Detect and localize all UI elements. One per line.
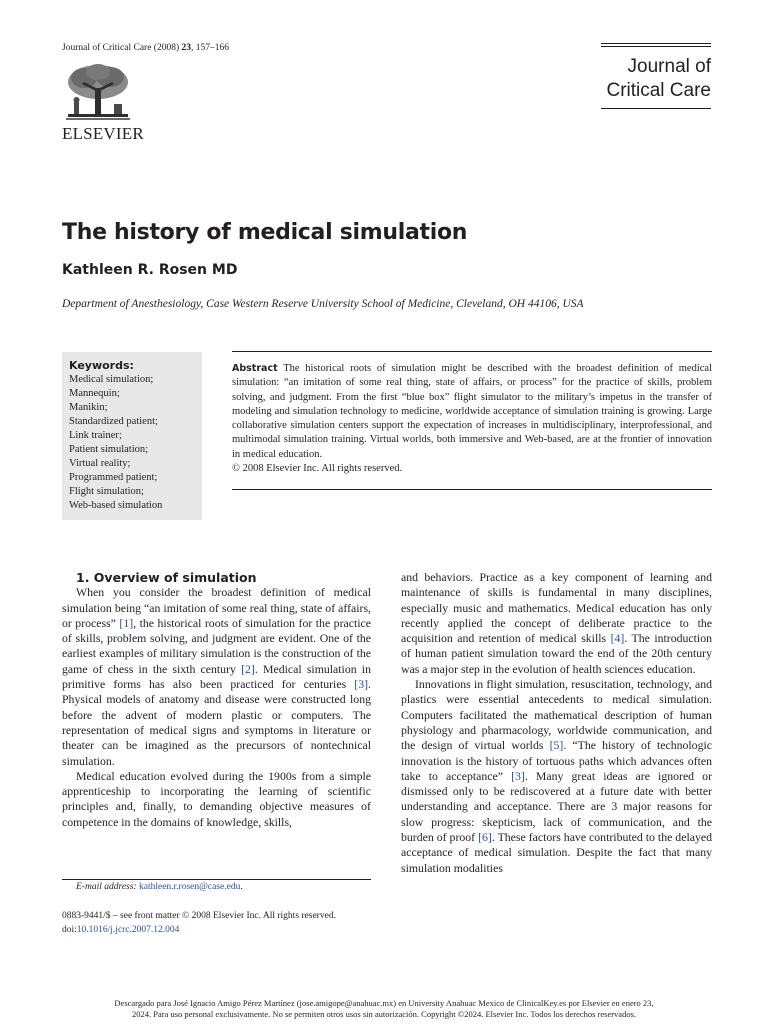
paragraph <box>62 585 371 769</box>
doi-prefix: doi: <box>62 924 77 935</box>
body-column-right <box>401 570 712 876</box>
citation-link[interactable]: [6] <box>478 830 492 845</box>
publisher-name: ELSEVIER <box>62 124 144 143</box>
abstract-text <box>232 352 712 462</box>
masthead-bottom-rule <box>601 108 711 109</box>
email-link[interactable]: kathleen.r.rosen@case.edu <box>138 882 241 892</box>
journal-ref-pages: , 157–166 <box>191 43 230 53</box>
author-affiliation: Department of Anesthesiology, Case Western Reserve University School of Medicine, Cleveland, OH 44106, USA <box>62 298 584 310</box>
doi-line <box>62 924 336 938</box>
front-matter-note <box>62 910 336 937</box>
abstract-body: The historical roots of simulation might be described with the broadest definition of medical simulation: “an imitation of some real thing, state of affairs, or process” for the practice of skills, problem solving, and judgment. From the first “blue box” flight simulator to the military’s impetus in the transfer of modeling and simulation technology to medicine, worldwide acceptance of simulation training is growing. Large collaborative simulation centers support the expectation of increases in multidisciplinary, interprofessional, and multimodal simulation training. Virtual worlds, both immersive and Web-based, are at the frontier of innovation in medical education. <box>232 363 712 460</box>
citation-link[interactable]: [3] <box>511 768 525 783</box>
masthead-rule <box>601 43 711 44</box>
download-notice-line: 2024. Para uso personal exclusivamente. No se permiten otros usos sin autorización. Copyright ©2024. Elsevier Inc. Todos los derechos reservados. <box>131 1008 637 1019</box>
keyword-item: Patient simulation; <box>69 444 149 455</box>
abstract-bottom-rule <box>232 489 712 490</box>
paragraph-text: , the historical roots of simulation for the practice of skills, problem solving, and judgment are evident. One of the earliest examples of military simulation is the construction of the game of chess in the sixth century <box>62 615 371 676</box>
keyword-item: Flight simulation; <box>69 486 144 497</box>
doi-link[interactable]: 10.1016/j.jcrc.2007.12.004 <box>76 924 180 935</box>
section-heading: 1. Overview of simulation <box>76 570 257 585</box>
keyword-item: Medical simulation; <box>69 374 154 385</box>
keyword-item: Link trainer; <box>69 430 122 441</box>
keyword-item: Mannequin; <box>69 388 120 399</box>
paragraph: Medical education evolved during the 1900s from a simple apprenticeship to incorporating the learning of scientific principles and, finally, to demanding objective measures of competence in the domains of knowledge, skills, <box>62 768 371 829</box>
keywords-heading: Keywords: <box>69 359 134 372</box>
footnote-rule <box>62 879 371 880</box>
email-label: E-mail address: <box>76 882 137 892</box>
paragraph <box>401 570 712 677</box>
paragraph-text: Innovations in flight simulation, resuscitation, technology, and plastics were essential antecedents to medical simulation. Computers facilitated the mathematical description of human physiology and pharmacology, worldwide communication, and the design of virtual worlds <box>401 677 712 753</box>
citation-link[interactable]: [3] <box>354 677 369 692</box>
journal-ref-volume: 23 <box>181 43 192 53</box>
paragraph-text: and behaviors. Practice as a key component of learning and maintenance of skills is fundamental in many disciplines, especially music and mathematics. Medical education has only recently applied the concept of deliberate practice to the acquisition and retention of medical skills <box>401 570 712 646</box>
article-author: Kathleen R. Rosen MD <box>62 262 238 278</box>
keyword-item: Web-based simulation <box>69 500 163 511</box>
paragraph-text: . These factors have contributed to the delayed acceptance of medical simulation. Despite the fact that many simulation modalities <box>401 830 712 875</box>
paragraph-text: . The introduction of human patient simulation toward the end of the 20th century was a major step in the evolution of health sciences education. <box>401 631 712 676</box>
email-suffix: . <box>240 882 243 892</box>
citation-link[interactable]: [1] <box>119 615 134 630</box>
journal-citation <box>62 43 229 53</box>
keywords-list <box>62 372 202 513</box>
paragraph-text: . Many great ideas are ignored or dismissed only to be rediscovered at a future date with better understanding and acceptance. There are 3 major reasons for slow progress: skepticism, lack of communication, and the burden of proof <box>401 768 713 845</box>
keywords-box <box>62 352 202 520</box>
keyword-item: Programmed patient; <box>69 472 158 483</box>
paragraph <box>401 677 712 876</box>
paragraph-text: . Medical simulation in primitive forms has also been practiced for centuries <box>62 661 371 692</box>
paragraph-text: . Physical models of anatomy and disease were constructed long before the advent of modern plastic or computers. The representation of medical signs and symptoms in literature or theater can be imagined as the precursors of nontechnical simulation. <box>62 677 371 768</box>
journal-title <box>601 55 711 103</box>
download-notice-line: Descargado para José Ignacio Amigo Pérez Martínez (jose.amigope@anahuac.mx) en University Anahuac Mexico de ClinicalKey.es por Elsevier en enero 23, <box>114 998 654 1008</box>
abstract-block <box>232 351 712 490</box>
paragraph-text: . “The history of technologic innovation is the history of tortuous paths which advances often take to acceptance” <box>401 738 712 783</box>
journal-masthead <box>601 43 711 109</box>
journal-ref-prefix: Journal of Critical Care (2008) <box>62 43 182 53</box>
abstract-label: Abstract <box>232 363 278 374</box>
abstract-copyright: © 2008 Elsevier Inc. All rights reserved. <box>232 463 403 475</box>
paragraph-text: When you consider the broadest definition of medical simulation being “an imitation of some real thing, state of affairs, or process” <box>62 585 371 630</box>
citation-link[interactable]: [2] <box>241 661 255 676</box>
citation-link[interactable]: [5] <box>549 738 564 753</box>
journal-title-line1: Journal of <box>627 56 711 78</box>
citation-link[interactable]: [4] <box>610 631 625 646</box>
author-email-note <box>76 882 243 892</box>
article-title: The history of medical simulation <box>62 220 468 245</box>
download-notice <box>40 998 728 1019</box>
keyword-item: Standardized patient; <box>69 416 158 427</box>
journal-title-line2: Critical Care <box>606 80 711 102</box>
issn-line: 0883-9441/$ – see front matter © 2008 Elsevier Inc. All rights reserved. <box>62 911 336 921</box>
body-column-left <box>62 570 371 830</box>
masthead-rule <box>601 46 711 47</box>
keyword-item: Virtual reality; <box>69 458 131 469</box>
keyword-item: Manikin; <box>69 402 108 413</box>
